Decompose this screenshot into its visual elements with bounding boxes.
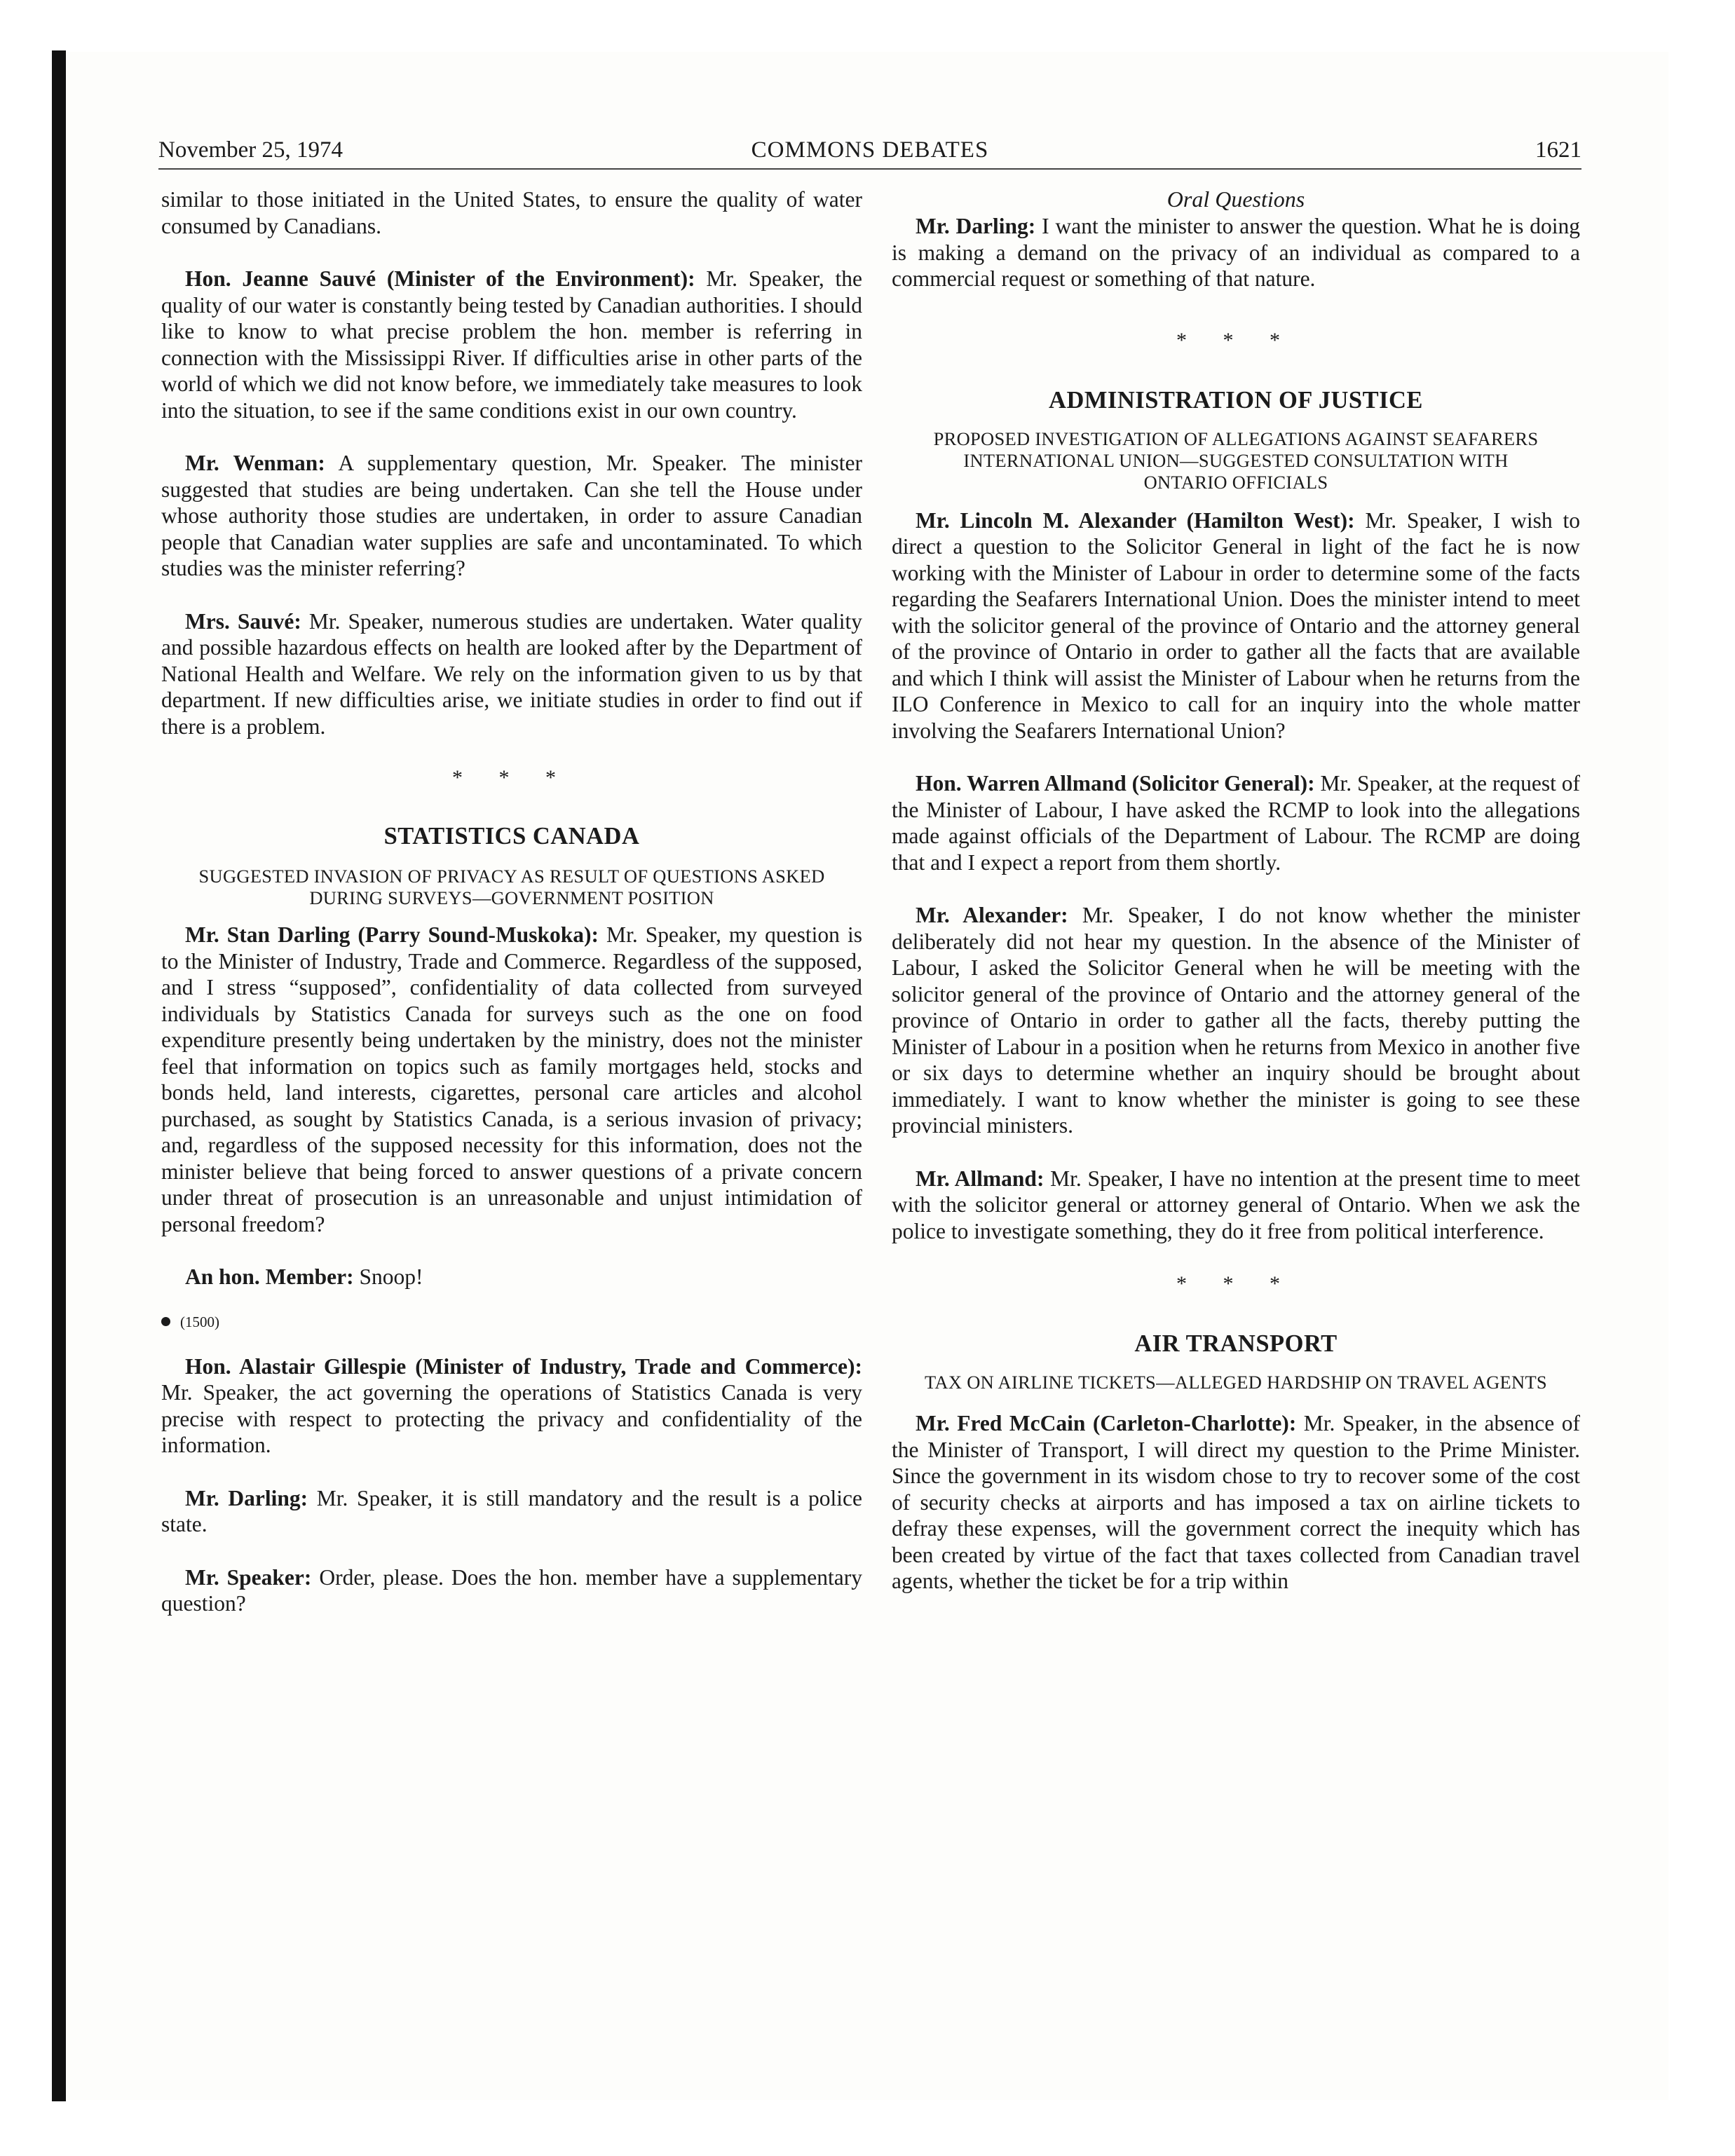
speaker-name: Mr. Darling: bbox=[916, 214, 1036, 238]
speaker-name: An hon. Member: bbox=[185, 1264, 354, 1289]
speaker-name: Mr. Allmand: bbox=[916, 1166, 1045, 1191]
header-title: COMMONS DEBATES bbox=[751, 137, 989, 163]
speaker-name: Mr. Fred McCain (Carleton-Charlotte): bbox=[916, 1411, 1297, 1435]
speaker-name: Hon. Jeanne Sauvé (Minister of the Environment): bbox=[185, 266, 695, 291]
running-head: Oral Questions bbox=[1166, 186, 1305, 212]
speaker-name: Mr. Wenman: bbox=[185, 451, 325, 475]
paragraph-text: Mr. Speaker, in the absence of the Minister of Transport, I will direct my question to the Prime Minister. Since the government in its wisdom chose to try to recover some of the cost of security checks at airports and has imposed a tax on airline tickets to defray these expenses, will the government correct the inequity which has been created by virtue of the fact that taxes collected from Canadian travel agents, whether the ticket be for a trip within bbox=[892, 1411, 1580, 1593]
speaker-name: Mr. Darling: bbox=[185, 1485, 308, 1510]
paragraph-text: Mr. Speaker, it is still mandatory and the result is a police state. bbox=[161, 1485, 863, 1536]
paragraph bbox=[161, 608, 862, 740]
section-title: STATISTICS CANADA bbox=[383, 823, 640, 850]
paragraph-text: Mr. Speaker, at the request of the Minister of Labour, I have asked the RCMP to look into the allegations made against officials of the Department of Labour. The RCMP are doing that and I expect a report from them shortly. bbox=[892, 771, 1580, 875]
section-subhead: TAX ON AIRLINE TICKETS—ALLEGED HARDSHIP ON TRAVEL AGENTS bbox=[925, 1372, 1547, 1393]
page-header bbox=[158, 132, 1581, 170]
bullet-icon bbox=[161, 1317, 170, 1326]
paragraph bbox=[161, 266, 862, 423]
paragraph-text: Mr. Speaker, I have no intention at the present time to meet with the solicitor general or attorney general of Ontario. When we ask the police to investigate something, they do it free from political interference. bbox=[892, 1166, 1580, 1243]
paragraph bbox=[161, 1564, 862, 1617]
paragraph bbox=[161, 450, 862, 582]
paragraph bbox=[892, 507, 1580, 744]
paragraph bbox=[892, 213, 1580, 292]
scan-edge-bar bbox=[52, 50, 66, 2101]
section-separator: * * * bbox=[1176, 1272, 1295, 1295]
paragraph bbox=[161, 1264, 862, 1290]
paragraph bbox=[892, 1166, 1580, 1245]
paragraph-text: Snoop! bbox=[353, 1264, 423, 1289]
paragraph-text: similar to those initiated in the United States, to ensure the quality of water consumed by Canadians. bbox=[161, 187, 862, 238]
paragraph-text: A supplementary question, Mr. Speaker. The minister suggested that studies are being undertaken. Can she tell the House under whose authority those studies are undertaken, in order to assure Canadian people that Canadian water supplies are safe and uncontaminated. To which studies was the minister referring? bbox=[161, 451, 863, 580]
paragraph bbox=[892, 902, 1580, 1139]
paragraph bbox=[161, 1485, 862, 1538]
paragraph-text: Mr. Speaker, I wish to direct a question to the Solicitor General in light of the fact he is now working with the Minister of Labour in order to determine some of the facts regarding the Seafarers International Union. Does the minister intend to meet with the solicitor general of the province of Ontario and the attorney general of the province of Ontario in order to gather all the facts that are available and which I think will assist the Minister of Labour when he returns from the ILO Conference in Mexico to call for an inquiry into the whole matter involving the Seafarers International Union? bbox=[892, 507, 1581, 743]
speaker-name: Mr. Lincoln M. Alexander (Hamilton West): bbox=[916, 507, 1355, 533]
paragraph-text: Order, please. Does the hon. member have a supplementary question? bbox=[161, 1564, 863, 1616]
paragraph bbox=[161, 1353, 862, 1459]
section-title: ADMINISTRATION OF JUSTICE bbox=[1049, 386, 1423, 414]
right-column bbox=[892, 186, 1580, 1595]
paragraph-text: Mr. Speaker, numerous studies are undertaken. Water quality and possible hazardous effects on health are looked after by the Department of National Health and Welfare. We rely on the information given to us by that department. If new difficulties arise, we initiate studies in order to find out if there is a problem. bbox=[161, 608, 862, 739]
paragraph-text: Mr. Speaker, my question is to the Minister of Industry, Trade and Commerce. Regardless of the supposed, and I stress “supposed”, confidentiality of data collected from surveyed individuals by Statistics Canada for surveys such as the one on food expenditure presently being undertaken by the ministry, does not the minister feel that information on topics such as family mortgages held, stocks and bonds held, land interests, cigarettes, personal care articles and alcohol purchased, as sought by Statistics Canada, is a serious invasion of privacy; and, regardless of the supposed necessity for this information, does not the minister believe that being forced to answer questions of a private concern under threat of prosecution is an unreasonable and unjust intimidation of personal freedom? bbox=[161, 922, 862, 1236]
speaker-name: Mrs. Sauvé: bbox=[185, 608, 301, 634]
header-page-number: 1621 bbox=[1535, 137, 1581, 163]
section-separator: * * * bbox=[452, 766, 571, 789]
speaker-name: Hon. Warren Allmand (Solicitor General): bbox=[916, 771, 1315, 796]
section-title: AIR TRANSPORT bbox=[1134, 1330, 1338, 1357]
paragraph bbox=[161, 186, 862, 239]
left-column bbox=[161, 186, 862, 1617]
paragraph-text: Mr. Speaker, the quality of our water is constantly being tested by Canadian authorities. I should like to know to what precise problem the hon. member is referring in connection with the Mississippi River. If difficulties arise in other parts of the world of which we did not know before, we immediately take measures to look into the situation, to see if the same conditions exist in our own country. bbox=[161, 266, 862, 423]
speaker-name: Mr. Stan Darling (Parry Sound-Muskoka): bbox=[185, 922, 599, 947]
time-marker bbox=[161, 1311, 862, 1332]
speaker-name: Hon. Alastair Gillespie (Minister of Industry, Trade and Commerce): bbox=[185, 1353, 862, 1379]
section-separator: * * * bbox=[1176, 328, 1295, 352]
paragraph-text: Mr. Speaker, the act governing the operations of Statistics Canada is very precise with respect to protecting the privacy and confidentiality of the information. bbox=[161, 1380, 862, 1457]
section-subhead: SUGGESTED INVASION OF PRIVACY AS RESULT OF QUESTIONS ASKED DURING SURVEYS—GOVERNMENT POSITION bbox=[198, 866, 825, 908]
paragraph bbox=[892, 770, 1580, 875]
paragraph bbox=[161, 922, 862, 1237]
header-date: November 25, 1974 bbox=[158, 137, 343, 163]
paragraph-text: I want the minister to answer the question. What he is doing is making a demand on the privacy of an individual as compared to a commercial request or something of that nature. bbox=[892, 214, 1580, 291]
time-marker-label: (1500) bbox=[180, 1313, 219, 1330]
speaker-name: Mr. Alexander: bbox=[916, 903, 1068, 927]
paragraph bbox=[892, 1410, 1580, 1595]
speaker-name: Mr. Speaker: bbox=[185, 1564, 312, 1590]
section-subhead: PROPOSED INVESTIGATION OF ALLEGATIONS AGAINST SEAFARERS INTERNATIONAL UNION—SUGGESTED CONSULTATION WITH ONTARIO OFFICIALS bbox=[933, 428, 1539, 493]
paragraph-text: Mr. Speaker, I do not know whether the minister deliberately did not hear my question. In the absence of the Minister of Labour, I asked the Solicitor General when he will be meeting with the solicitor general of the province of Ontario and the attorney general of the province of Ontario in order to gather all the facts, thereby putting the Minister of Labour in a position when he returns from Mexico in another five or six days to determine whether an inquiry should be brought about immediately. I want to know whether the minister is going to see these provincial ministers. bbox=[892, 903, 1580, 1138]
